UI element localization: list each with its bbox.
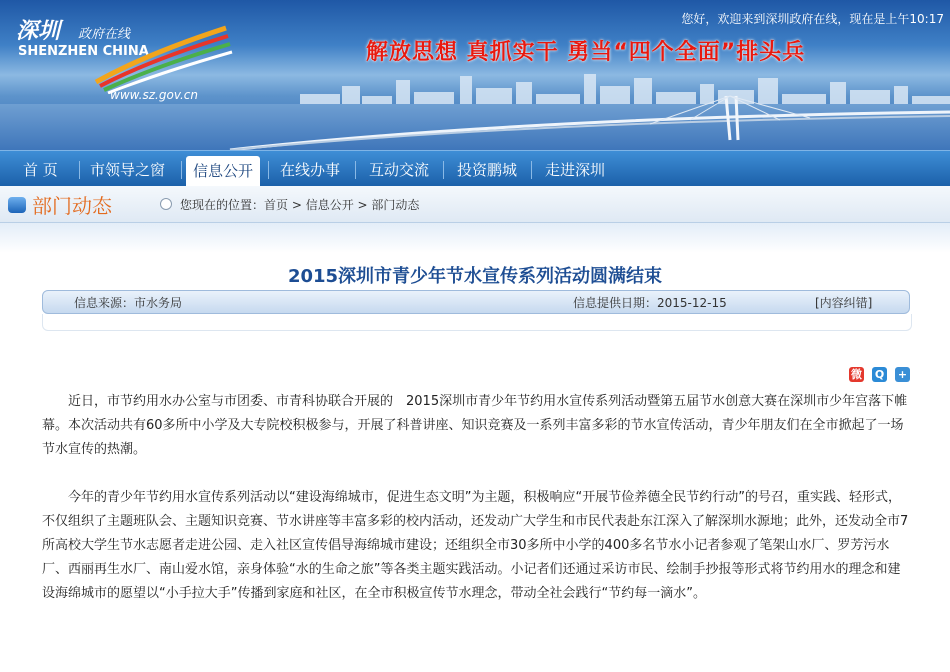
- logo-ribbon-icon: [86, 24, 236, 94]
- nav-separator: [181, 161, 182, 179]
- nav-item-online-services[interactable]: 在线办事: [280, 161, 341, 179]
- nav-item-about-shenzhen[interactable]: 走进深圳: [545, 161, 606, 179]
- nav-separator: [443, 161, 444, 179]
- breadcrumb: [180, 196, 419, 213]
- info-bar-shadow: [42, 314, 912, 331]
- article-source: 信息来源：市水务局: [74, 296, 183, 310]
- header-banner: [0, 0, 950, 150]
- site-logo[interactable]: [16, 14, 236, 114]
- article-paragraph: 今年的青少年节约用水宣传系列活动以“建设海绵城市，促进生态文明”为主题，积极响应“开展节俭养德全民节约行动”的号召，重实践、轻形式，不仅组织了主题班队会、主题知识竞赛、节水讲座等丰富多彩的校内活动，还发动广大学生和市民代表赴东江深入了解深圳水源地；此外，还发动全市7所高校大学生节水志愿者走进公园、走入社区宣传倡导海绵城市建设；还组织全市30多所中小学的400多名节水小记者参观了笔架山水厂、罗芳污水厂、西丽再生水厂、南山爱水馆，亲身体验“水的生命之旅”等各类主题实践活动。小记者们还通过采访市民、绘制手抄报等形式将节约用水的理念和建设海绵城市的愿望以“小手拉大手”传播到家庭和社区，在全市积极宣传节水理念，带动全社会践行“节约每一滴水”。: [42, 490, 909, 601]
- content-correction-link[interactable]: [内容纠错]: [815, 296, 873, 310]
- slogan-text: 解放思想 真抓实干 勇当“四个全面”排头兵: [366, 40, 806, 65]
- nav-separator: [531, 161, 532, 179]
- logo-url: www.sz.gov.cn: [110, 88, 198, 102]
- article-info-bar: [42, 290, 910, 314]
- section-icon: [8, 197, 26, 213]
- nav-separator: [79, 161, 80, 179]
- plus-share-icon[interactable]: +: [895, 367, 910, 382]
- nav-separator: [355, 161, 356, 179]
- article-title: 2015深圳市青少年节水宣传系列活动圆满结束: [287, 266, 663, 287]
- article-date: 信息提供日期：2015-12-15: [573, 296, 727, 310]
- logo-english: SHENZHEN CHINA: [18, 44, 149, 59]
- qzone-share-icon[interactable]: Q: [872, 367, 887, 382]
- content-top-gradient: [0, 223, 950, 253]
- nav-item-info-disclosure[interactable]: 信息公开: [186, 156, 260, 187]
- nav-item-leaders[interactable]: 市领导之窗: [90, 161, 166, 179]
- breadcrumb-prefix: 您现在的位置：: [180, 198, 265, 212]
- section-title: 部门动态: [32, 194, 112, 218]
- nav-item-interaction[interactable]: 互动交流: [369, 161, 430, 179]
- weibo-share-icon[interactable]: 微: [851, 368, 862, 381]
- logo-chinese-sub: 政府在线: [78, 27, 131, 42]
- breadcrumb-home[interactable]: 首页: [264, 198, 289, 212]
- breadcrumb-separator: >: [353, 198, 372, 212]
- nav-separator: [268, 161, 269, 179]
- breadcrumb-dept-news[interactable]: 部门动态: [371, 198, 420, 212]
- nav-item-invest[interactable]: 投资鹏城: [457, 161, 518, 179]
- logo-chinese: 深圳: [16, 18, 61, 44]
- location-bullet-icon: [160, 198, 172, 210]
- breadcrumb-info-disclosure[interactable]: 信息公开: [305, 198, 354, 212]
- nav-item-home[interactable]: 首 页: [23, 161, 58, 179]
- article-paragraph: 近日，市节约用水办公室与市团委、市青科协联合开展的 2015深圳市青少年节约用水宣传系列活动暨第五届节水创意大赛在深圳市少年宫落下帷幕。本次活动共有60多所中小学及大专院校积极参与，开展了科普讲座、知识竞赛及一系列丰富多彩的节水宣传活动，青少年朋友们在全市掀起了一场节水宣传的热潮。: [42, 394, 908, 457]
- main-nav: [0, 150, 950, 187]
- welcome-text: 您好，欢迎来到深圳政府在线，现在是上午10:17: [681, 12, 944, 26]
- location-bar: [0, 186, 950, 223]
- breadcrumb-separator: >: [288, 198, 306, 212]
